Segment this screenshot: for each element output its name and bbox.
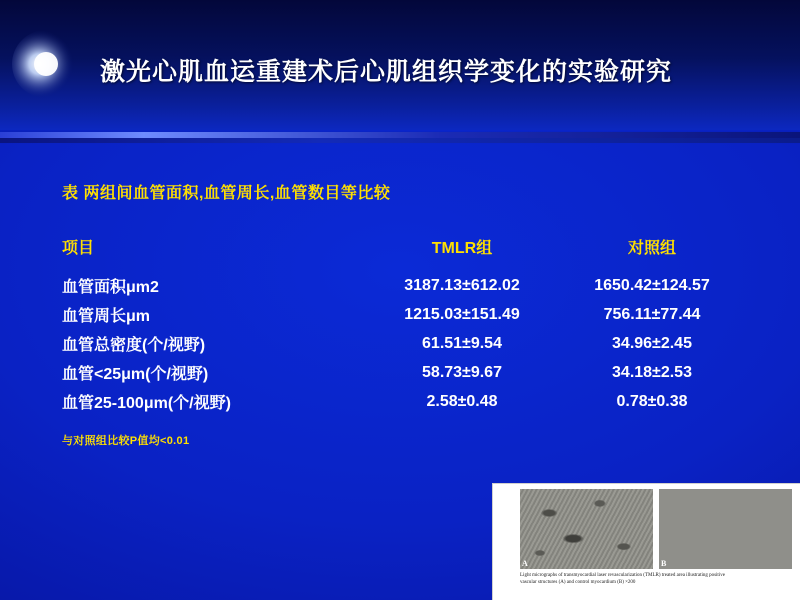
cell-tmlr: 3187.13±612.02 xyxy=(404,276,520,294)
cell-control: 34.96±2.45 xyxy=(612,334,692,352)
cell-tmlr: 61.51±9.54 xyxy=(422,334,502,352)
table-row xyxy=(62,387,742,416)
cell-tmlr: 2.58±0.48 xyxy=(426,392,498,410)
column-header-control: 对照组 xyxy=(627,240,676,257)
figure-caption xyxy=(520,572,792,586)
cell-item: 血管面积μm2 xyxy=(62,279,159,296)
table-header-row xyxy=(62,232,742,271)
table-footnote: 与对照组比较P值均<0.01 xyxy=(62,435,190,447)
panel-a-label: A xyxy=(522,559,528,568)
cell-tmlr: 1215.03±151.49 xyxy=(404,305,520,323)
cell-control: 756.11±77.44 xyxy=(603,305,701,323)
table-row xyxy=(62,271,742,300)
banner-divider-secondary xyxy=(0,138,800,143)
micrograph-figure xyxy=(492,483,800,600)
figure-caption-line: vascular structures (A) and control myocardium (B) ×200 xyxy=(520,580,636,585)
cell-control: 0.78±0.38 xyxy=(616,392,688,410)
panel-b-label: B xyxy=(661,559,667,568)
cell-tmlr: 58.73±9.67 xyxy=(422,363,502,381)
table-caption: 表 两组间血管面积,血管周长,血管数目等比较 xyxy=(62,185,391,202)
cell-item: 血管周长μm xyxy=(62,308,151,325)
page-title: 激光心肌血运重建术后心肌组织学变化的实验研究 xyxy=(100,58,673,86)
cell-control: 34.18±2.53 xyxy=(612,363,692,381)
micrograph-panel-b xyxy=(659,489,792,569)
table-row xyxy=(62,329,742,358)
cell-item: 血管总密度(个/视野) xyxy=(62,337,206,354)
cell-item: 血管<25μm(个/视野) xyxy=(62,366,209,383)
cell-control: 1650.42±124.57 xyxy=(594,276,710,294)
micrograph-panel-a xyxy=(520,489,653,569)
comparison-table xyxy=(62,232,742,416)
table-row xyxy=(62,300,742,329)
figure-caption-line: Light micrographs of transmyocardial laser revascularization (TMLR) treated area illustrating positive xyxy=(520,573,725,578)
micrograph-panels xyxy=(520,489,792,569)
column-header-tmlr: TMLR组 xyxy=(431,240,493,257)
cell-item: 血管25-100μm(个/视野) xyxy=(62,395,231,412)
column-header-item: 项目 xyxy=(62,240,95,257)
table-row xyxy=(62,358,742,387)
